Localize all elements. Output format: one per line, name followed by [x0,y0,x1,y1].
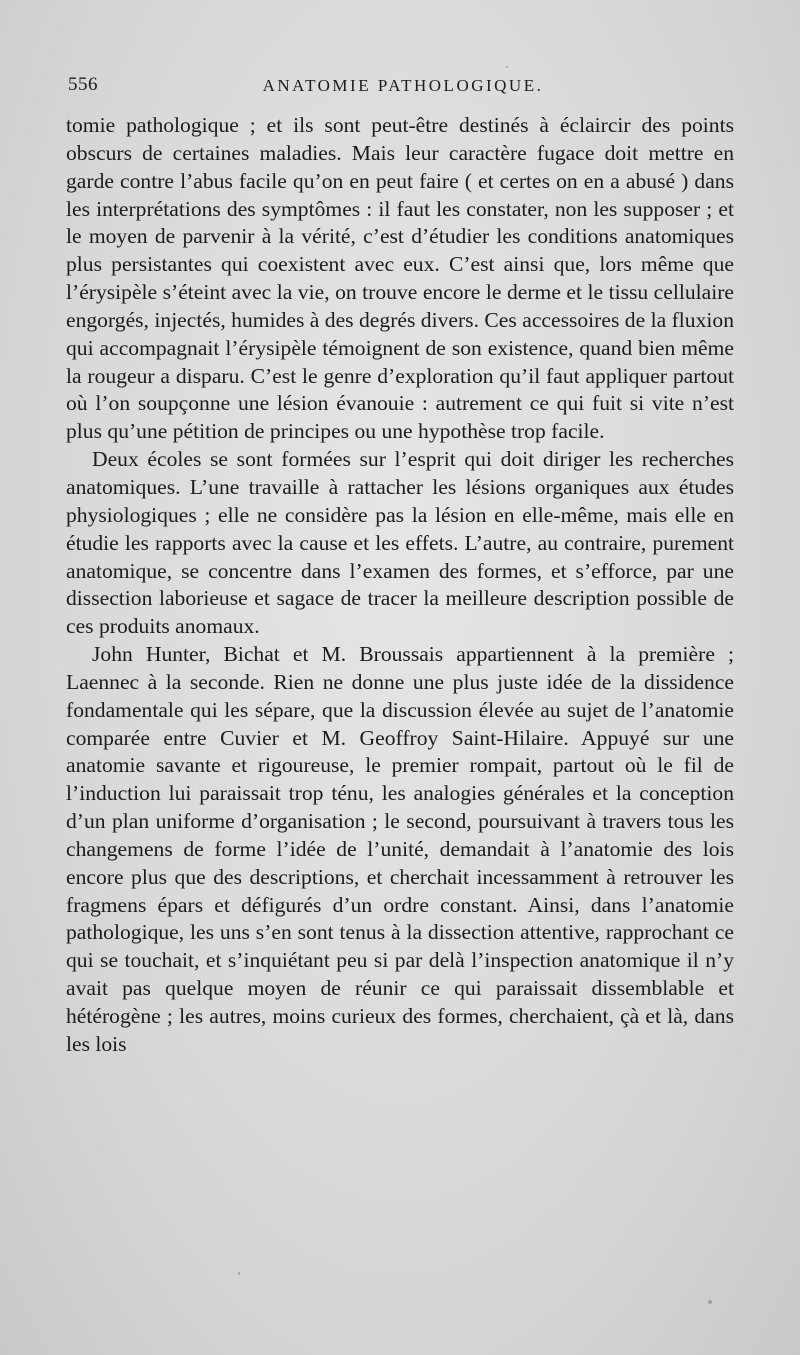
paragraph-hunter-bichat: John Hunter, Bichat et M. Broussais appartiennent à la première ; Laennec à la seconde. Rien ne donne une plus juste idée de la dissidence fondamentale qui les sépare, que la discussion élevée au sujet de l’anatomie comparée entre Cuvier et M. Geoffroy Saint-Hilaire. Appuyé sur une anatomie savante et rigoureuse, le premier rompait, partout où le fil de l’induction lui paraissait trop ténu, les analogies générales et la conception d’un plan uniforme d’organisation ; le second, poursuivant à travers tous les changemens de forme l’idée de l’unité, demandait à l’anatomie des lois encore plus que des descriptions, et cherchait incessamment à retrouver les fragmens épars et défigurés d’un ordre constant. Ainsi, dans l’anatomie pathologique, les uns s’en sont tenus à la dissection attentive, rapprochant ce qui se touchait, et s’inquiétant peu si par delà l’inspection anatomique il n’y avait pas quelque moyen de réunir ce qui paraissait dissemblable et hétérogène ; les autres, moins curieux des formes, cherchaient, çà et là, dans les lois [66,642,734,1056]
paragraph-two-schools: Deux écoles se sont formées sur l’esprit qui doit diriger les recherches anatomiques. L’une travaille à rattacher les lésions organiques aux études physiologiques ; elle ne considère pas la lésion en elle-même, mais elle en étudie les rapports avec la cause et les effets. L’autre, au contraire, purement anatomique, se concentre dans l’examen des formes, et s’efforce, par une dissection laborieuse et sagace de tracer la meilleure description possible de ces produits anomaux. [66,447,734,639]
page-number: 556 [68,74,98,95]
body-text [66,112,734,1059]
paper-speck [238,1272,240,1275]
running-title: ANATOMIE PATHOLOGIQUE. [262,76,544,95]
page-header [68,74,738,104]
paper-speck [506,66,508,68]
paragraph-continued: tomie pathologique ; et ils sont peut-être destinés à éclaircir des points obscurs de certaines maladies. Mais leur caractère fugace doit mettre en garde contre l’abus facile qu’on en peut faire ( et certes on en a abusé ) dans les interprétations des symptômes : il faut les constater, non les supposer ; et le moyen de parvenir à la vérité, c’est d’étudier les conditions anatomiques plus persistantes qui coexistent avec eux. C’est ainsi que, lors même que l’érysipèle s’éteint avec la vie, on trouve encore le derme et le tissu cellulaire engorgés, injectés, humides à des degrés divers. Ces accessoires de la fluxion qui accompagnait l’érysipèle témoignent de son existence, quand bien même la rougeur a disparu. C’est le genre d’exploration qu’il faut appliquer partout où l’on soupçonne une lésion évanouie : autrement ce qui fuit si vite n’est plus qu’une pétition de principes ou une hypothèse trop facile. [66,113,734,444]
paper-speck [708,1300,712,1304]
